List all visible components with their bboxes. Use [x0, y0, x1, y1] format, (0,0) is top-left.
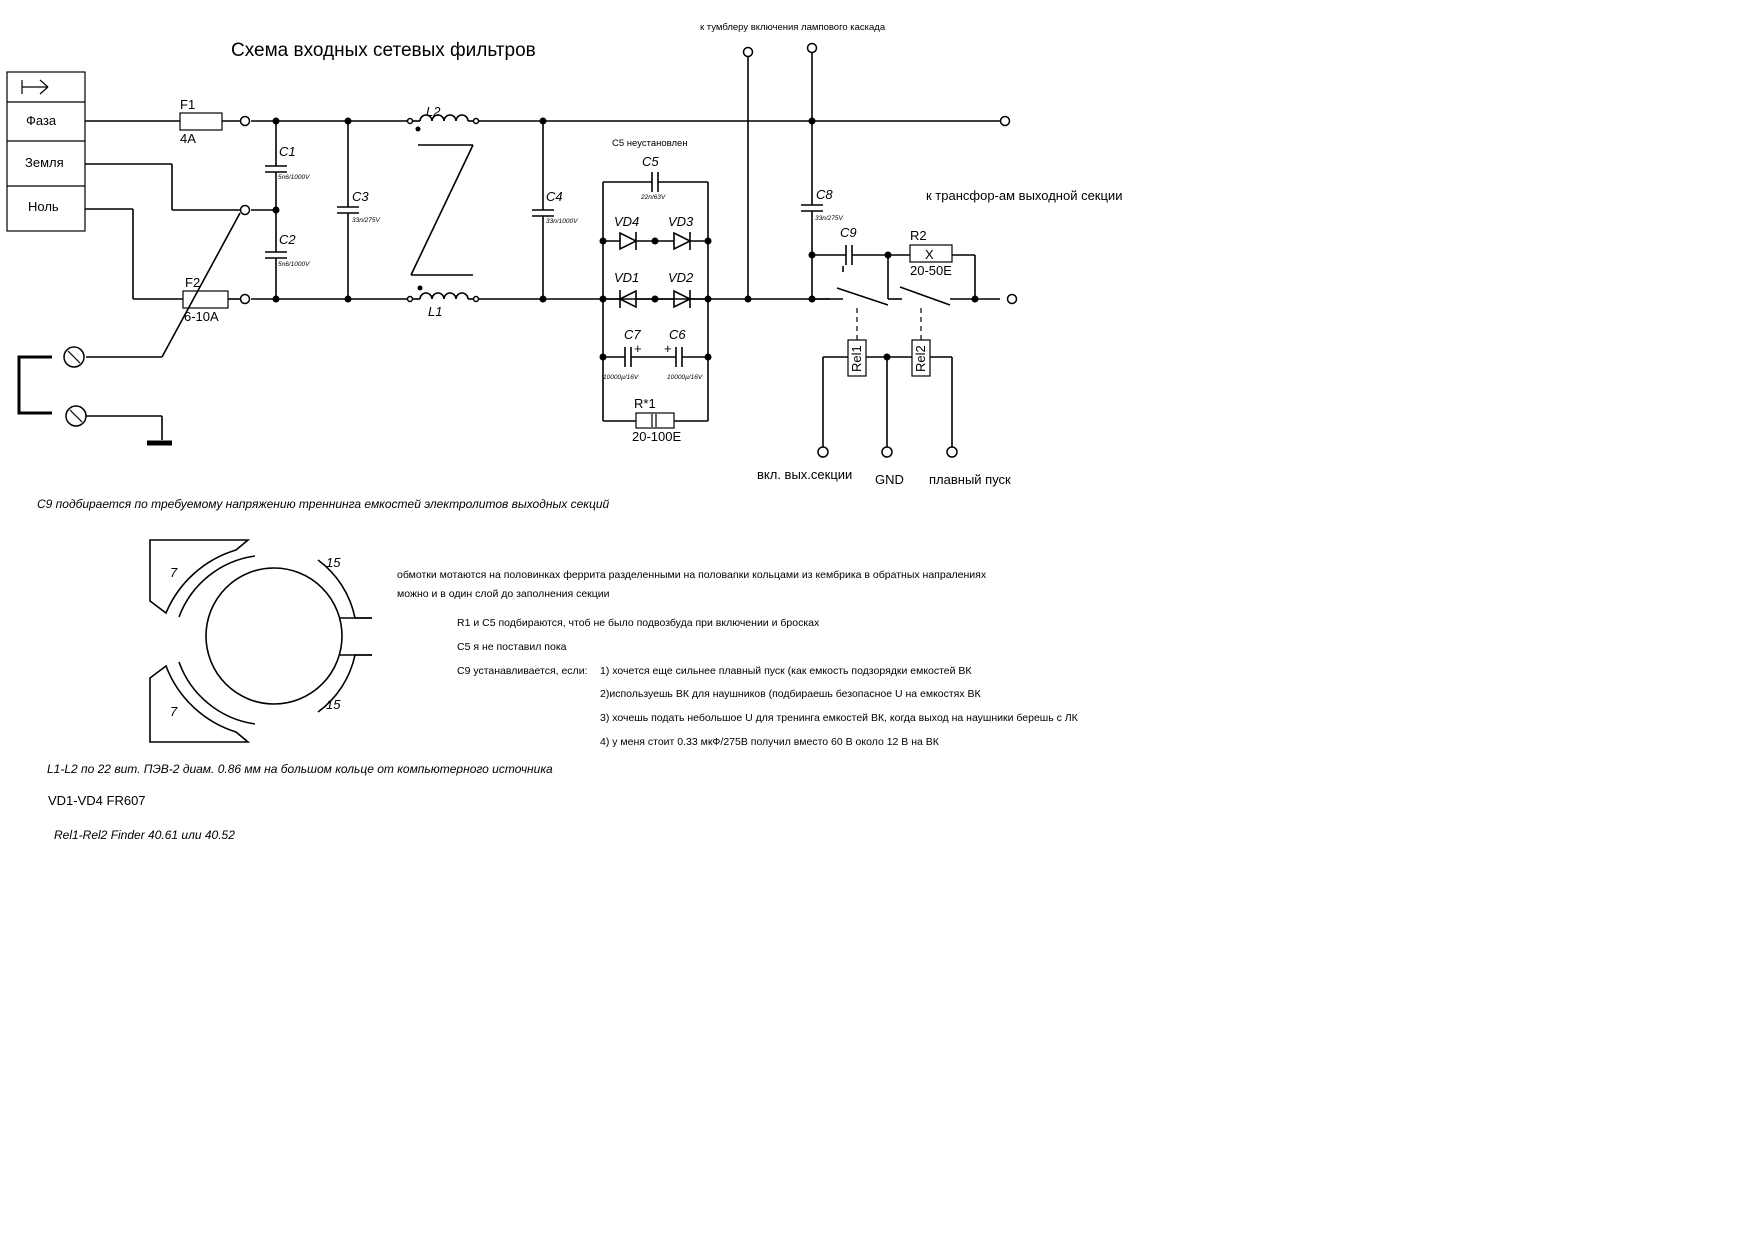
capacitor-c4-ref: C4: [546, 189, 563, 204]
choke-l1-ref: L1: [428, 304, 443, 319]
svg-text:+: +: [664, 341, 672, 356]
c9-installed-note: C9 устанавливается, если:: [457, 665, 588, 677]
tumbler-label: к тумблеру включения лампового каскада: [700, 22, 886, 33]
core-turns-2: 15: [326, 555, 341, 570]
terminal-earth: [241, 206, 250, 215]
relays-part-note: Rel1-Rel2 Finder 40.61 или 40.52: [54, 828, 235, 842]
core-turns-1: 7: [170, 565, 178, 580]
fuse-f2: [183, 275, 228, 324]
resistor-r1-value: 20-100E: [632, 429, 682, 444]
r1-c5-note: R1 и C5 подбираются, чтоб не было подвозбуда при включении и бросках: [457, 617, 820, 629]
diode-vd4-ref: VD4: [614, 214, 640, 229]
out-on-label: вкл. вых.секции: [757, 467, 853, 482]
capacitor-c1: [265, 121, 310, 210]
capacitors-c7-c6: [603, 327, 708, 381]
diode-vd3-ref: VD3: [668, 214, 694, 229]
diode-vd1-ref: VD1: [614, 270, 640, 285]
capacitor-c6-ref: C6: [669, 327, 686, 342]
fuse-f2-ref: F2: [185, 275, 201, 290]
capacitor-c8: [801, 121, 843, 299]
svg-text:X: X: [925, 247, 934, 262]
connector-earth-label: Земля: [25, 155, 64, 170]
capacitor-c6-value: 10000µ/16V: [667, 374, 703, 381]
capacitor-c8-value: 33n/275V: [815, 215, 843, 222]
terminal-out-on: [818, 447, 828, 457]
connector-neutral-label: Ноль: [28, 199, 59, 214]
capacitor-c1-value: 5n6/1000V: [278, 174, 310, 181]
terminal-neutral: [241, 295, 250, 304]
relay-rel1-label: Rel1: [849, 345, 864, 372]
relay-rel2-label: Rel2: [913, 345, 928, 372]
transformer-label: к трансфор-ам выходной секции: [926, 188, 1123, 203]
svg-text:+: +: [634, 341, 642, 356]
fuse-f1-ref: F1: [180, 97, 196, 112]
capacitor-c5-value: 22n/63V: [641, 194, 666, 201]
earth-link: [19, 347, 172, 443]
terminal-neutral-out: [1008, 295, 1017, 304]
tumbler-terminal-1: [744, 48, 753, 57]
capacitor-c2: [265, 210, 310, 299]
reason-2: 2)используешь ВК для наушников (подбираешь безопасное U на емкостях ВК: [600, 688, 981, 700]
resistor-r1: [603, 396, 708, 444]
c9-choice-note: C9 подбирается по требуемому напряжению треннинга емкостей электролитов выходных секций: [37, 497, 610, 511]
tumbler-lines: [700, 22, 886, 299]
earth-wire: [85, 164, 276, 357]
fuse-f1-value: 4A: [180, 131, 196, 146]
mains-connector: [7, 72, 85, 231]
terminal-phase-out: [1001, 117, 1010, 126]
terminal-soft-start: [947, 447, 957, 457]
windings-note-1: обмотки мотаются на половинках феррита разделенными на половanки кольцами из кембрика в обратных напралениях: [397, 569, 987, 581]
soft-start-label: плавный пуск: [929, 472, 1011, 487]
ferrite-core-drawing: [150, 540, 372, 742]
plug-icon: [22, 80, 48, 94]
core-turns-3: 7: [170, 704, 178, 719]
choke-core-z: [411, 145, 473, 275]
diode-vd2-ref: VD2: [668, 270, 694, 285]
capacitor-c3-value: 33n/275V: [352, 217, 380, 224]
resistor-r1-ref: R*1: [634, 396, 656, 411]
capacitor-c5-ref: C5: [642, 154, 659, 169]
tumbler-terminal-2: [808, 44, 817, 53]
choke-l2: [405, 104, 481, 132]
capacitor-c8-ref: C8: [816, 187, 833, 202]
core-turns-4: 15: [326, 697, 341, 712]
capacitor-c4: [532, 121, 578, 299]
ground-lift-block: [603, 138, 708, 444]
diodes-part-note: VD1-VD4 FR607: [48, 793, 146, 808]
capacitor-c4-value: 33n/1000V: [546, 218, 578, 225]
reason-4: 4) у меня стоит 0.33 мкФ/275В получил вместо 60 В около 12 В на ВК: [600, 736, 939, 748]
windings-note-2: можно и в один слой до заполнения секции: [397, 588, 610, 600]
capacitor-c7-value: 10000µ/16V: [603, 374, 639, 381]
resistor-r2-value: 20-50E: [910, 263, 952, 278]
choke-l2-ref: L2: [426, 104, 441, 119]
fuse-f2-value: 6-10A: [184, 309, 219, 324]
capacitor-c2-value: 5n6/1000V: [278, 261, 310, 268]
capacitor-c7-ref: C7: [624, 327, 641, 342]
c5-absent-note: C5 я не поставил пока: [457, 641, 567, 653]
capacitor-c9-ref: C9: [840, 225, 857, 240]
connector-phase-label: Фаза: [26, 113, 57, 128]
c5-not-installed-note: C5 неустановлен: [612, 138, 688, 149]
diode-row-top: [603, 214, 708, 250]
terminal-phase: [241, 117, 250, 126]
junctions: [273, 118, 816, 361]
capacitor-c5: [603, 154, 708, 201]
winding-data-note: L1-L2 по 22 вит. ПЭВ-2 диам. 0.86 мм на большом кольце от компьютерного источника: [47, 762, 553, 776]
resistor-r2-ref: R2: [910, 228, 927, 243]
choke-l1: [405, 286, 481, 320]
capacitor-c3-ref: C3: [352, 189, 369, 204]
reason-1: 1) хочется еще сильнее плавный пуск (как емкость подзорядки емкостей ВК: [600, 665, 972, 677]
schematic-title: Схема входных сетевых фильтров: [231, 40, 536, 61]
reason-3: 3) хочешь подать небольшое U для тренинга емкостей ВК, когда выход на наушники берешь с ЛК: [600, 712, 1078, 724]
capacitor-c2-ref: C2: [279, 232, 296, 247]
fuse-f1: [180, 97, 222, 146]
gnd-label: GND: [875, 472, 904, 487]
capacitor-c3: [337, 121, 380, 299]
capacitor-c1-ref: C1: [279, 144, 296, 159]
terminal-gnd: [882, 447, 892, 457]
